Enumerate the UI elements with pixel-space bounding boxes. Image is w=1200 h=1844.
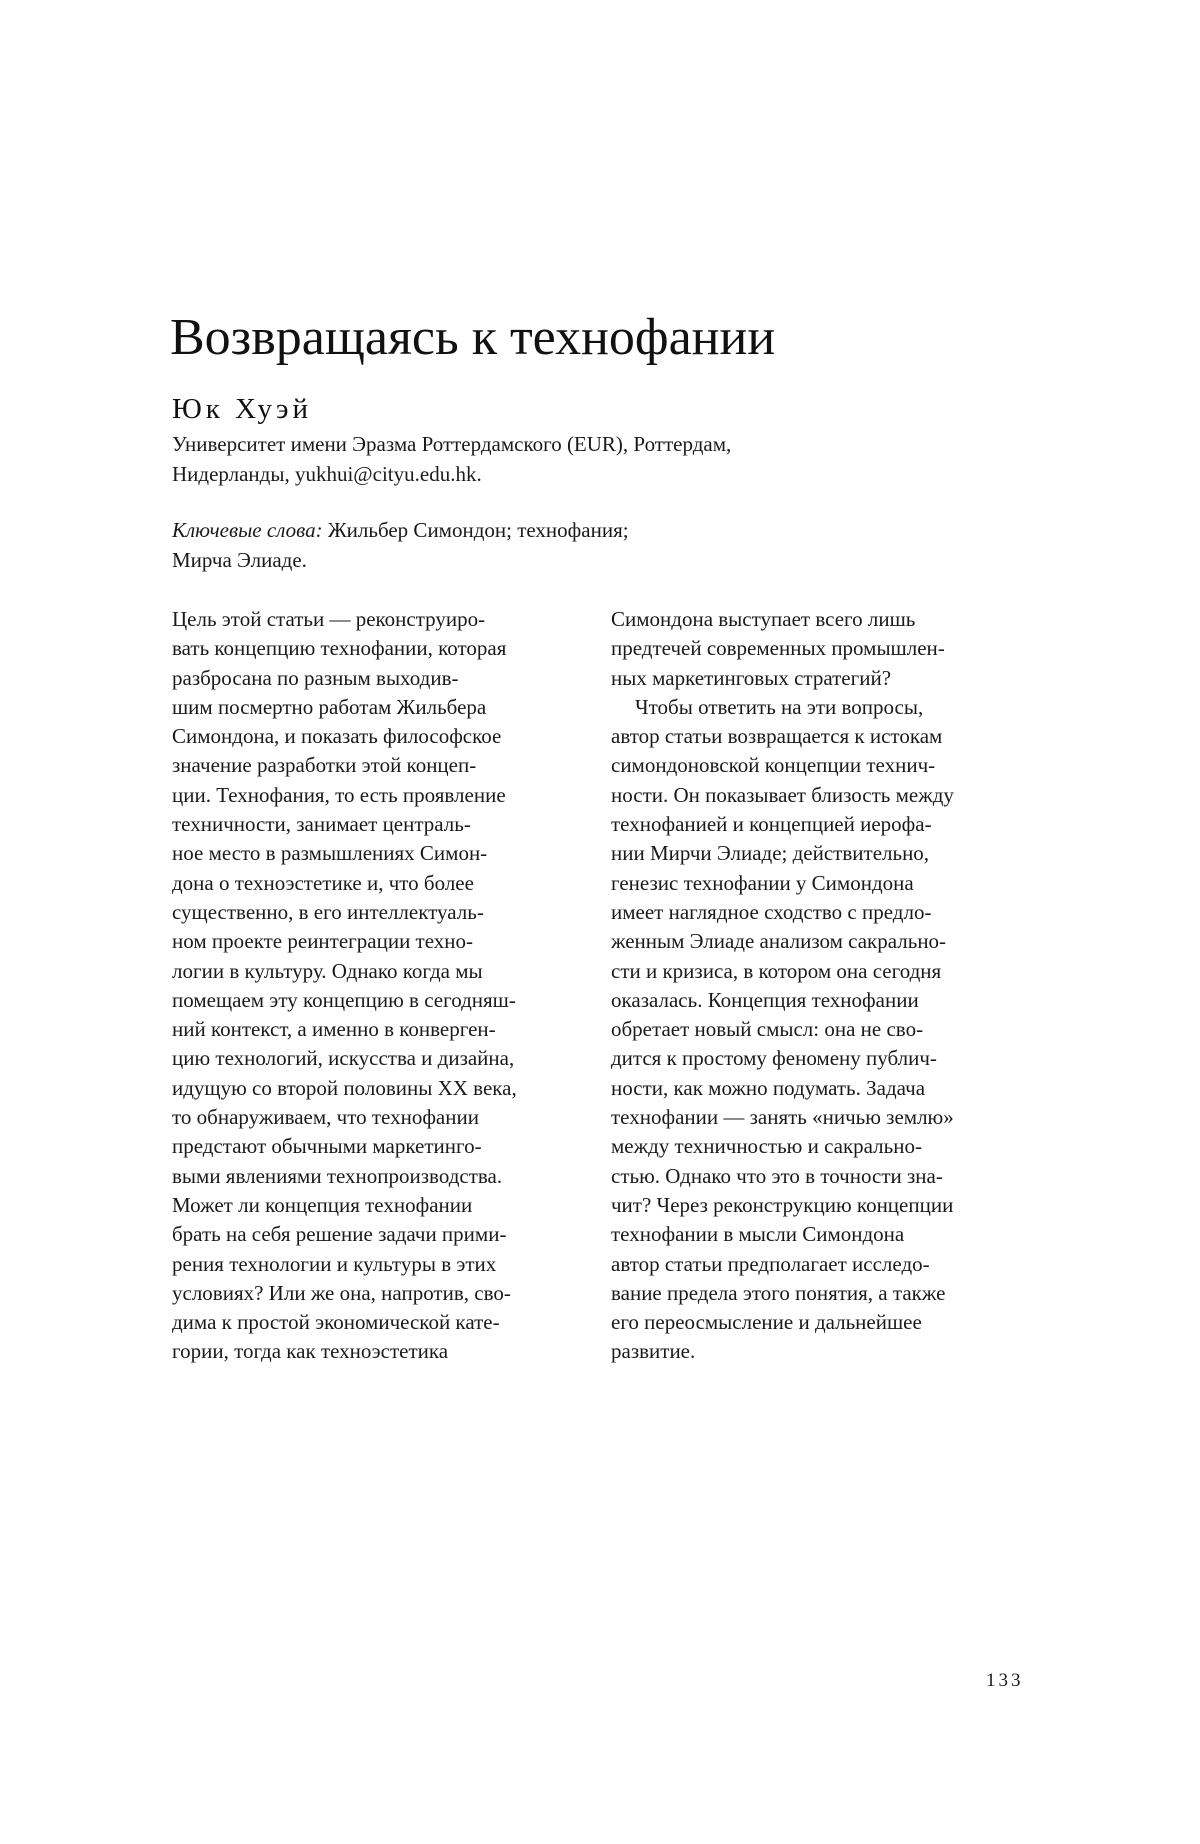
abstract-line: имеет наглядное сходство с предло- — [611, 899, 932, 924]
abstract-line: помещаем эту концепцию в сегодняш- — [172, 987, 516, 1012]
abstract-line: технофании в мысли Симондона — [611, 1222, 905, 1247]
abstract-line: его переосмысление и дальнейшее — [611, 1310, 922, 1335]
abstract-line: предстают обычными маркетинго- — [172, 1134, 482, 1159]
keywords-line — [172, 515, 629, 545]
abstract-line: ном проекте реинтеграции техно- — [172, 929, 474, 954]
abstract-line: ности. Он показывает близость между — [611, 782, 954, 807]
abstract-line: шим посмертно работам Жильбера — [172, 694, 487, 719]
abstract-line: рения технологии и культуры в этих — [172, 1251, 497, 1276]
abstract-line: ции. Технофания, то есть проявление — [172, 782, 506, 807]
abstract-line: гории, тогда как техноэстетика — [172, 1339, 449, 1364]
keywords-block — [172, 515, 629, 575]
abstract-line: условиях? Или же она, напротив, сво- — [172, 1280, 511, 1305]
abstract-line: дится к простому феномену публич- — [611, 1046, 937, 1071]
abstract-line: Чтобы ответить на эти вопросы, — [635, 694, 924, 719]
affiliation-line: Университет имени Эразма Роттердамского (EUR), Роттердам, — [172, 432, 732, 456]
abstract-line: техничности, занимает централь- — [172, 812, 471, 837]
abstract-line: ности, как можно подумать. Задача — [611, 1075, 926, 1100]
article-title: Возвращаясь к технофании — [170, 309, 776, 366]
abstract-line: автор статьи предполагает исследо- — [611, 1251, 930, 1276]
abstract-line: ных маркетинговых стратегий? — [611, 665, 892, 690]
page-number: 133 — [986, 1670, 1024, 1691]
abstract-line: оказалась. Концепция технофании — [611, 987, 919, 1012]
abstract-line: цию технологий, искусства и дизайна, — [172, 1046, 515, 1071]
abstract-line: симондоновской концепции технич- — [611, 753, 936, 778]
abstract-line: значение разработки этой концеп- — [172, 753, 477, 778]
abstract-line: обретает новый смысл: она не сво- — [611, 1017, 924, 1042]
abstract-line: чит? Через реконструкцию концепции — [611, 1192, 954, 1217]
abstract-line: вание предела этого понятия, а также — [611, 1280, 946, 1305]
abstract-line: вать концепцию технофании, которая — [172, 636, 507, 661]
abstract-line: ное место в размышлениях Симон- — [172, 841, 488, 866]
abstract-line: Цель этой статьи — реконструиро- — [172, 607, 486, 631]
abstract-line: технофании — занять «ничью землю» — [611, 1105, 954, 1130]
keywords-label: Ключевые слова: — [172, 518, 323, 542]
abstract-line: развитие. — [611, 1339, 696, 1364]
abstract-line: разбросана по разным выходив- — [172, 665, 459, 690]
abstract-line: существенно, в его интеллектуаль- — [172, 899, 484, 924]
abstract-line: дона о техноэстетике и, что более — [172, 870, 474, 895]
abstract-line: стью. Однако что это в точности зна- — [611, 1163, 943, 1188]
affiliation-line: Нидерланды, yukhui@cityu.edu.hk. — [172, 462, 482, 486]
author-affiliation — [172, 429, 731, 489]
abstract-line: женным Элиаде анализом сакрально- — [611, 929, 947, 954]
abstract-line: идущую со второй половины XX века, — [172, 1075, 517, 1100]
abstract-line: сти и кризиса, в котором она сегодня — [611, 958, 942, 983]
abstract-line: брать на себя решение задачи прими- — [172, 1222, 507, 1247]
abstract-line: дима к простой экономической кате- — [172, 1310, 500, 1335]
author-name: Юк Хуэй — [172, 393, 313, 425]
abstract-line: предтечей современных промышлен- — [611, 636, 945, 661]
abstract-right-column — [611, 605, 1031, 1367]
abstract-line: ний контекст, а именно в конверген- — [172, 1017, 496, 1042]
keywords-text: Жильбер Симондон; технофания; — [322, 518, 629, 542]
abstract-line: то обнаруживаем, что технофании — [172, 1105, 479, 1130]
abstract-left-column — [172, 605, 592, 1367]
abstract-line: технофанией и концепцией иерофа- — [611, 812, 932, 837]
abstract-line: генезис технофании у Симондона — [611, 870, 914, 895]
abstract-line: Симондона, и показать философское — [172, 724, 502, 749]
abstract-line: Симондона выступает всего лишь — [611, 607, 916, 631]
abstract-line: нии Мирчи Элиаде; действительно, — [611, 841, 930, 866]
abstract-line: автор статьи возвращается к истокам — [611, 724, 943, 749]
abstract-line: логии в культуру. Однако когда мы — [172, 958, 483, 983]
keywords-line: Мирча Элиаде. — [172, 548, 307, 572]
abstract-line: Может ли концепция технофании — [172, 1192, 473, 1217]
abstract-line: выми явлениями технопроизводства. — [172, 1163, 503, 1188]
abstract-line: между техничностью и сакрально- — [611, 1134, 922, 1159]
